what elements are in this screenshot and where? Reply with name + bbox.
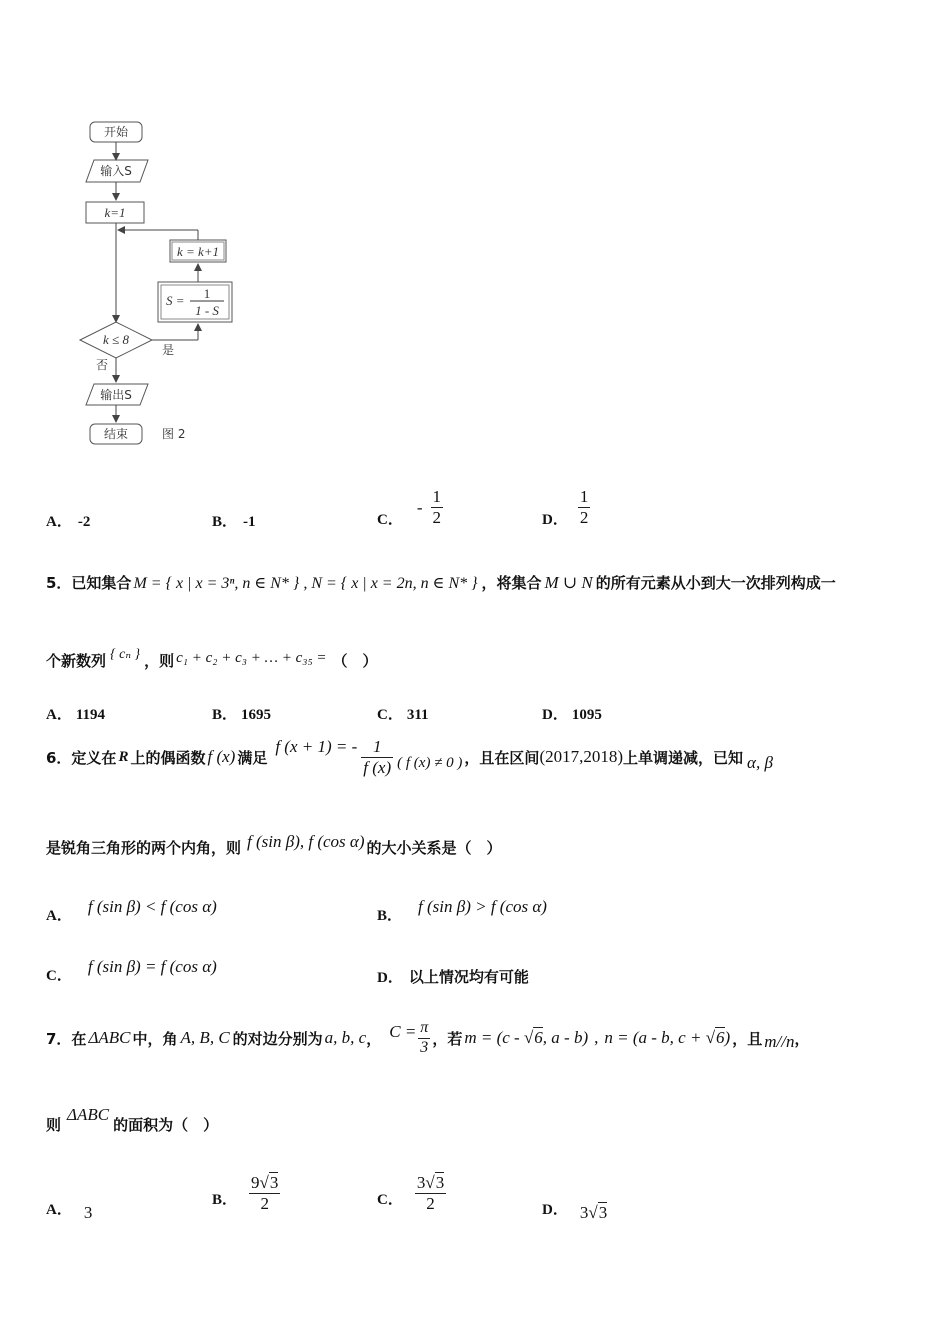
q7-vector-n: n = (a - b, c + √6) xyxy=(604,1028,731,1048)
q6-fx: f (x) xyxy=(207,747,236,767)
flow-update-k-text: k = k+1 xyxy=(176,244,220,259)
flow-update-s-lhs: S = xyxy=(166,293,185,308)
q7-sides: a, b, c xyxy=(324,1028,367,1048)
q7-triangle: ΔABC xyxy=(88,1028,131,1048)
q6-condition: ( f (x) ≠ 0 ) xyxy=(397,754,463,771)
flow-end-text: 结束 xyxy=(103,427,129,441)
q7-option-d[interactable]: D． 3√3 xyxy=(542,1202,608,1222)
q6-alpha-beta: α, β xyxy=(747,753,773,773)
q5-sum: c₁ + c₂ + c₃ + … + c₃₅ = xyxy=(176,650,327,666)
q5-stem-line2: 个新数列 { cₙ } ，则 c₁ + c₂ + c₃ + … + c₃₅ = （ ） xyxy=(46,647,378,670)
q6-option-c[interactable]: C． f (sin β) = f (cos α) xyxy=(46,957,217,984)
q5-set-m: M = { x | x = 3ⁿ, n ∈ N* } xyxy=(133,575,300,592)
flow-init-text: k=1 xyxy=(104,205,126,220)
flow-start-text: 开始 xyxy=(103,125,129,139)
q5-option-a[interactable]: A． 1194 xyxy=(46,707,106,723)
q7-angle-c-fraction: $\frac{\pi}{3}$ xyxy=(420,1019,429,1056)
q6-expression: f (sin β), f (cos α) xyxy=(247,832,365,851)
q6-option-d[interactable]: D． 以上情况均有可能 xyxy=(377,968,529,986)
q5-stem-line1: 5．已知集合 M = { x | x = 3ⁿ, n ∈ N* } , N = { x | x = 2n, n ∈ N* } ，将集合 M ∪ N 的所有元素从小到大一次排列构成一 xyxy=(46,573,836,592)
q6-stem-line2: 是锐角三角形的两个内角，则 f (sin β), f (cos α) 的大小关系是（ ） xyxy=(46,832,502,857)
flow-no-label: 否 xyxy=(96,358,109,372)
flow-condition-text: k ≤ 8 xyxy=(103,332,129,347)
q5-option-c[interactable]: C． 311 xyxy=(377,707,429,723)
q7-angles: A, B, C xyxy=(180,1028,230,1048)
q7-option-b[interactable]: B． $\frac{9√3}{2}$ xyxy=(212,1173,279,1213)
q6-stem-line1: 6．定义在 R 上的偶函数 f (x) 满足 f (x + 1) = - $\frac{1}{f (x)}$ ( f (x) ≠ 0 ) ，且在区间 (2017,2018) 上单调递减，已知 α, β xyxy=(46,737,773,777)
flow-caption: 图 2 xyxy=(162,427,186,441)
q6-interval: (2017,2018) xyxy=(539,747,624,767)
q6-option-b[interactable]: B． f (sin β) > f (cos α) xyxy=(377,897,547,924)
q4-d-fraction: $\frac{1}{2}$ xyxy=(579,487,589,527)
q5-union: M ∪ N xyxy=(544,573,593,592)
q4-c-fraction: $\frac{1}{2}$ xyxy=(432,487,442,527)
q7-parallel: m//n xyxy=(764,1032,795,1052)
q7-vector-m: m = (c - √6, a - b) xyxy=(464,1028,589,1048)
flow-yes-label: 是 xyxy=(162,343,175,357)
q6-equation-fraction: $\frac{1}{f (x)}$ xyxy=(363,737,392,777)
q5-set-n: , N = { x | x = 2n, n ∈ N* } xyxy=(303,575,478,592)
q5-option-b[interactable]: B． 1695 xyxy=(212,707,272,723)
q7-d-value: 3√3 xyxy=(579,1203,608,1222)
q7-b-fraction: $\frac{9√3}{2}$ xyxy=(251,1173,279,1213)
q4-option-c[interactable]: C． - $\frac{1}{2}$ xyxy=(377,487,442,528)
flow-output-text: 输出S xyxy=(100,388,132,402)
q7-option-c[interactable]: C． $\frac{3√3}{2}$ xyxy=(377,1173,445,1213)
q5-option-d[interactable]: D． 1095 xyxy=(542,707,602,723)
q5-sequence: { cₙ } xyxy=(110,647,141,662)
q4-option-d[interactable]: D． $\frac{1}{2}$ xyxy=(542,487,589,528)
flowchart xyxy=(70,112,250,452)
q4-option-b[interactable]: B． -1 xyxy=(212,514,256,530)
flow-update-s-den: 1 - S xyxy=(195,303,219,318)
q7-triangle-2: ΔABC xyxy=(67,1105,110,1124)
flow-input-text: 输入S xyxy=(100,164,132,178)
q7-stem-line2: 则 ΔABC 的面积为（ ） xyxy=(46,1105,219,1134)
q4-option-a[interactable]: A． -2 xyxy=(46,514,91,530)
flow-update-s-num: 1 xyxy=(203,286,211,301)
q6-equation-lhs: f (x + 1) = - xyxy=(275,737,358,757)
q7-c-fraction: $\frac{3√3}{2}$ xyxy=(416,1173,445,1213)
q7-stem-line1: 7．在 ΔABC 中，角 A, B, C 的对边分别为 a, b, c ， C = $\frac{\pi}{3}$ ，若 m = (c - √6, a - b) , n = (a - b, c + √6) ，且 m//n ， xyxy=(46,1019,810,1056)
q6-option-a[interactable]: A． f (sin β) < f (cos α) xyxy=(46,897,217,924)
q7-angle-c: C = xyxy=(389,1022,417,1042)
q7-option-a[interactable]: A． 3 xyxy=(46,1202,93,1222)
